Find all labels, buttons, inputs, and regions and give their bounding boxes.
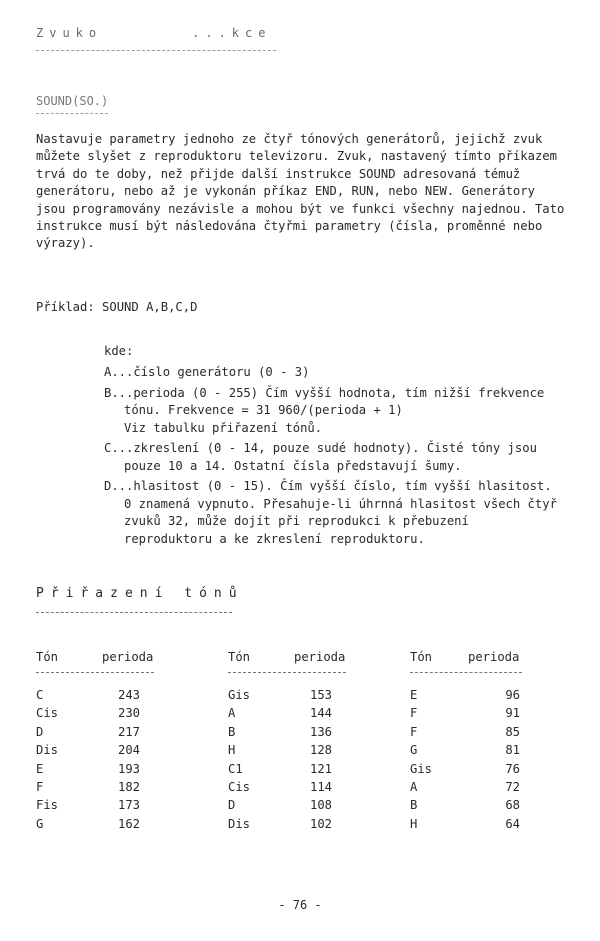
- parameter-line: Viz tabulku přiřazení tónů.: [124, 420, 323, 435]
- example-line: [36, 300, 197, 314]
- column-header-period: perioda: [294, 650, 346, 664]
- column-header-divider: [36, 672, 154, 673]
- tone-name: F: [36, 779, 44, 794]
- column-header-tone: Tón: [36, 650, 59, 664]
- tone-name: Cis: [36, 706, 59, 721]
- column-header-period: perioda: [468, 650, 520, 664]
- tone-period: 68: [505, 798, 520, 813]
- tone-name: A: [410, 779, 418, 794]
- tone-period: 230: [117, 706, 140, 721]
- tone-name: H: [410, 816, 418, 831]
- tone-period: 162: [117, 816, 140, 831]
- header-title-right: ...kce: [192, 26, 272, 40]
- section-title: Přiřazení tónů: [36, 586, 244, 601]
- tone-period: 96: [505, 688, 520, 702]
- tone-period: 81: [505, 743, 520, 758]
- tone-name: D: [36, 724, 44, 739]
- tone-period: 193: [117, 761, 140, 776]
- tone-period: 64: [505, 816, 520, 831]
- tone-period: 217: [117, 724, 140, 739]
- description-line: výrazy).: [36, 236, 95, 251]
- parameter-line: pouze 10 a 14. Ostatní čísla představují šumy.: [124, 458, 462, 473]
- description-line: trvá do te doby, než přijde další instrukce SOUND adresovaná témuž: [36, 166, 521, 181]
- tone-name: G: [410, 743, 418, 758]
- tone-period: 102: [309, 816, 332, 831]
- tone-name: E: [410, 688, 418, 702]
- tone-name: C: [36, 688, 44, 702]
- column-header-divider: [228, 672, 346, 673]
- description-line: instrukce musí být následována čtyřmi parametry (čísla, proměnné nebo: [36, 219, 543, 234]
- parameter-line: tónu. Frekvence = 31 960/(perioda + 1): [124, 403, 403, 417]
- tone-name: B: [228, 724, 236, 739]
- column-header-tone: Tón: [228, 650, 251, 664]
- parameter-line: A...číslo generátoru (0 - 3): [104, 365, 310, 379]
- parameter-line: reproduktoru a ke zkreslení reproduktoru.: [124, 531, 425, 546]
- tone-name: C1: [228, 761, 243, 776]
- parameter-line: zvuků 32, může dojít při reprodukci k přebuzení: [124, 514, 469, 528]
- tone-name: G: [36, 816, 44, 831]
- tone-period: 243: [117, 688, 140, 702]
- tone-period: 91: [505, 706, 520, 721]
- tone-period: 182: [117, 779, 140, 794]
- example-label: Příklad:: [36, 300, 95, 314]
- tone-period: 173: [117, 798, 140, 813]
- section-divider: [36, 612, 232, 613]
- tone-period: 114: [309, 779, 332, 794]
- description-line: můžete slyšet z reproduktoru televizoru. Zvuk, nastavený tímto příkazem: [36, 149, 557, 164]
- tone-period: 108: [309, 798, 332, 813]
- tone-period: 136: [309, 724, 332, 739]
- tone-name: Dis: [228, 816, 251, 831]
- tone-name: F: [410, 724, 418, 739]
- description-line: generátoru, nebo až je vykonán příkaz END, RUN, nebo NEW. Generátory: [36, 184, 535, 199]
- parameter-line: B...perioda (0 - 255) Čím vyšší hodnota, tím nižší frekvence: [104, 385, 545, 400]
- page-number: - 76 -: [278, 898, 322, 912]
- tone-name: Dis: [36, 743, 59, 758]
- tone-period: 153: [309, 688, 332, 702]
- tone-name: E: [36, 761, 44, 776]
- parameter-line: D...hlasitost (0 - 15). Čím vyšší číslo, tím vyšší hlasitost.: [104, 479, 552, 493]
- tone-name: Cis: [228, 779, 251, 794]
- example-code: SOUND A,B,C,D: [102, 300, 198, 314]
- tone-period: 128: [309, 743, 332, 758]
- column-header-divider: [410, 672, 522, 673]
- tone-period: 85: [505, 724, 520, 739]
- parameter-list: [104, 364, 566, 548]
- header-divider: [36, 50, 276, 51]
- command-heading: SOUND(SO.): [36, 94, 109, 108]
- tone-name: B: [410, 798, 418, 813]
- description-line: Nastavuje parametry jednoho ze čtyř tónových generátorů, jejichž zvuk: [36, 132, 543, 146]
- description-line: jsou programovány nezávisle a mohou být ve funkci všechny najednou. Tato: [36, 201, 565, 216]
- tone-name: H: [228, 743, 236, 758]
- tone-name: Gis: [410, 761, 433, 776]
- tone-period: 204: [117, 743, 140, 758]
- where-label: kde:: [104, 344, 134, 358]
- tone-name: D: [228, 798, 236, 813]
- column-header-tone: Tón: [410, 650, 433, 664]
- tone-name: Fis: [36, 798, 59, 813]
- tone-period: 144: [309, 706, 332, 721]
- tone-name: A: [228, 706, 236, 721]
- parameter-line: 0 znamená vypnuto. Přesahuje-li úhrnná hlasitost všech čtyř: [124, 496, 557, 511]
- command-divider: [36, 113, 108, 114]
- description-paragraph: [36, 131, 564, 253]
- tone-name: F: [410, 706, 418, 721]
- tone-name: Gis: [228, 688, 251, 702]
- parameter-line: C...zkreslení (0 - 14, pouze sudé hodnoty). Čisté tóny jsou: [104, 441, 537, 455]
- tone-period: 72: [505, 779, 520, 794]
- tone-period: 76: [505, 761, 520, 776]
- tone-period: 121: [309, 761, 332, 776]
- chapter-header: [36, 26, 271, 40]
- column-header-period: perioda: [102, 650, 154, 664]
- header-title-left: Zvuko: [36, 26, 103, 40]
